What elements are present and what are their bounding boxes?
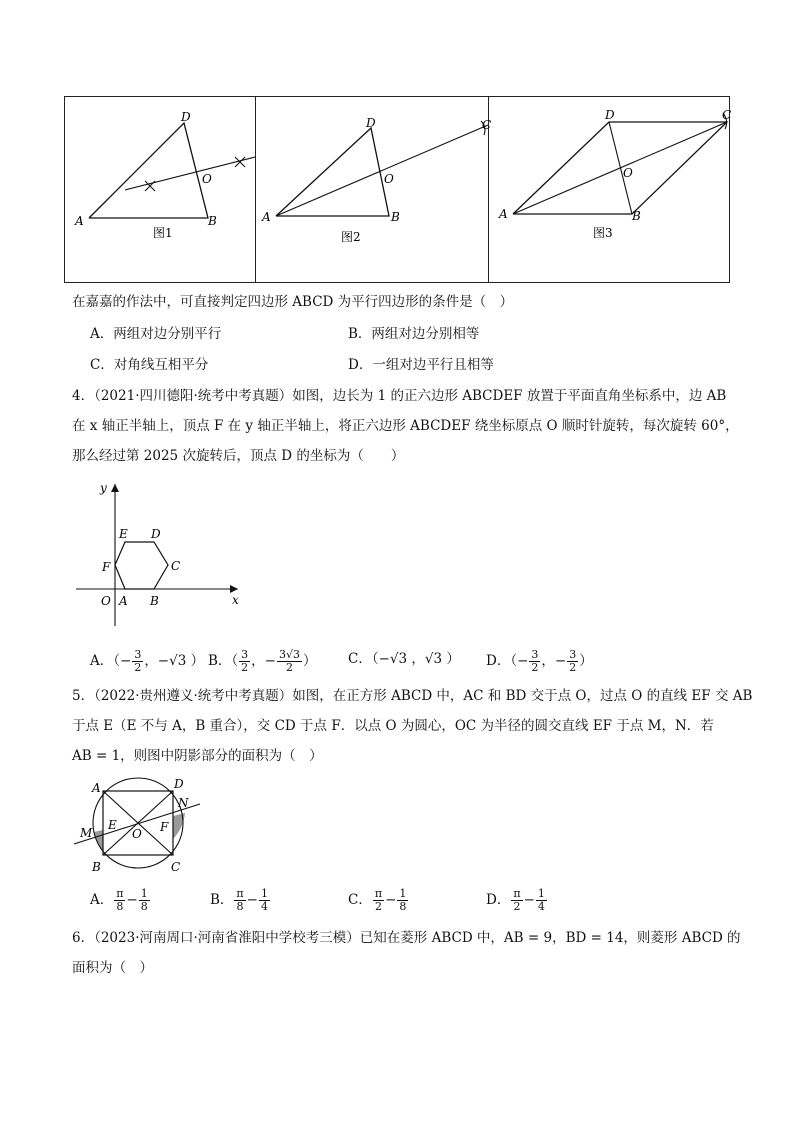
q4-option-d[interactable]: D．（− $\frac{3}{2}$ ，− $\frac{3}{2}$ ） (486, 648, 593, 674)
q3-f3-caption: 图3 (593, 226, 613, 240)
q3-f2-caption: 图2 (341, 230, 361, 244)
q5-label-E: E (108, 818, 117, 832)
q3-f3-label-A: A (499, 207, 508, 221)
q3-f2-label-A: A (262, 210, 271, 224)
q5-option-c[interactable]: C． $\frac{\pi}{2}$ − $\frac{1}{8}$ (348, 887, 407, 913)
q4-label-D: D (151, 527, 161, 541)
q4-option-a[interactable]: A．（− $\frac{3}{2}$ ，−√3 ） (90, 648, 205, 674)
q5-label-C: C (171, 860, 181, 874)
q5-label-F: F (160, 820, 169, 834)
q3-f2-label-O: O (384, 172, 394, 186)
q5-label-A: A (92, 781, 101, 795)
q5-line-2: 于点 E（E 不与 A，B 重合），交 CD 于点 F．以点 O 为圆心，OC 为半径的圆交直线 EF 于点 M，N．若 (72, 718, 714, 734)
q6-line-2: 面积为（ ） (72, 960, 153, 976)
q3-option-c[interactable]: C．对角线互相平分 (90, 357, 209, 373)
q3-option-d[interactable]: D．一组对边平行且相等 (348, 357, 494, 373)
q5-label-N: N (178, 796, 189, 810)
q5-option-d[interactable]: D． $\frac{\pi}{2}$ − $\frac{1}{4}$ (486, 887, 545, 913)
q3-f2-label-B: B (391, 210, 400, 224)
q4-label-A: A (119, 594, 128, 608)
q3-f1-caption: 图1 (153, 226, 173, 240)
q5-label-B: B (92, 860, 101, 874)
q4-label-x: x (232, 593, 239, 607)
q3-f3-label-D: D (605, 108, 615, 122)
q3-option-b[interactable]: B．两组对边分别相等 (348, 326, 480, 342)
q4-label-y: y (100, 481, 107, 495)
q5-label-M: M (80, 826, 93, 840)
q4-line-3: 那么经过第 2025 次旋转后，顶点 D 的坐标为（ ） (72, 448, 405, 464)
q3-figure-1 (65, 97, 255, 282)
q3-figure-3 (489, 97, 732, 282)
q3-f3-label-C: C (722, 108, 732, 122)
q4-line-1: 4．（2021·四川德阳·统考中考真题）如图，边长为 1 的正六边形 ABCDEF 放置于平面直角坐标系中，边 AB (72, 388, 727, 404)
q4-label-C: C (171, 559, 181, 573)
q4-label-O: O (101, 594, 111, 608)
q4-label-E: E (119, 527, 128, 541)
q3-f1-label-A: A (75, 214, 84, 228)
q3-figure-box (64, 96, 730, 283)
q5-option-a[interactable]: A． $\frac{\pi}{8}$ − $\frac{1}{8}$ (90, 887, 148, 913)
q4-label-F: F (102, 560, 111, 574)
q3-stem: 在嘉嘉的作法中，可直接判定四边形 ABCD 为平行四边形的条件是（ ） (72, 294, 514, 310)
q5-label-D: D (174, 777, 184, 791)
q4-option-b[interactable]: B．（ $\frac{3}{2}$ ，− $\frac{3√3}{2}$ ） (208, 648, 317, 674)
q3-f2-label-C: C (482, 118, 492, 132)
q4-option-c[interactable]: C．（−√3 ，√3 ） (348, 651, 460, 667)
q3-f1-label-B: B (208, 214, 217, 228)
q5-square-figure (72, 772, 207, 878)
q3-option-a[interactable]: A．两组对边分别平行 (90, 326, 222, 342)
q6-line-1: 6．（2023·河南周口·河南省淮阳中学校考三模）已知在菱形 ABCD 中，AB = 9，BD = 14，则菱形 ABCD 的 (72, 930, 741, 946)
q5-option-b[interactable]: B． $\frac{\pi}{8}$ − $\frac{1}{4}$ (210, 887, 268, 913)
q5-label-O: O (132, 827, 142, 841)
q3-f1-label-D: D (181, 110, 191, 124)
q3-f3-label-B: B (632, 209, 641, 223)
q3-figure-2 (256, 97, 492, 282)
q3-f1-label-O: O (202, 172, 212, 186)
q5-line-1: 5．（2022·贵州遵义·统考中考真题）如图，在正方形 ABCD 中，AC 和 BD 交于点 O，过点 O 的直线 EF 交 AB (72, 688, 753, 704)
q4-hexagon-figure (72, 478, 247, 628)
q4-line-2: 在 x 轴正半轴上，顶点 F 在 y 轴正半轴上，将正六边形 ABCDEF 绕坐标原点 O 顺时针旋转，每次旋转 60°， (72, 418, 739, 434)
q4-label-B: B (150, 594, 159, 608)
q3-f3-label-O: O (623, 166, 633, 180)
q5-line-3: AB = 1，则图中阴影部分的面积为（ ） (72, 748, 323, 764)
q3-f2-label-D: D (366, 116, 376, 130)
